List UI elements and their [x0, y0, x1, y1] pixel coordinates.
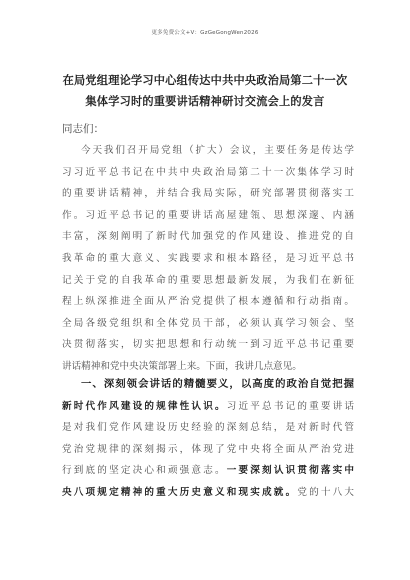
paragraph-2	[62, 374, 354, 504]
document-title-line-1: 在局党组理论学习中心组传达中共中央政治局第二十一次	[62, 73, 348, 87]
paragraph-line: 党治党规律的深刻揭示，体现了党中央将全面从严治党进	[62, 443, 354, 455]
document-title-line-2: 集体学习时的重要讲话精神研讨交流会上的发言	[85, 94, 325, 108]
header-note: 更多免费公文+V：GzGeGongWen2026	[151, 30, 259, 36]
paragraph-line	[62, 396, 354, 418]
paragraph-line: 今天我们召开局党组（扩大）会议，主要任务是传达学	[81, 145, 354, 156]
paragraph-line: 习习近平总书记在中共中央政治局第二十一次集体学习时	[62, 166, 354, 178]
paragraph-line: 程上纵深推进全面从严治党提供了根本遵循和行动指南。	[62, 296, 354, 308]
paragraph-line: 丰富，深刻阐明了新时代加强党的作风建设、推进党的自	[62, 231, 354, 243]
section-heading-line-2: 新时代作风建设的规律性认识。	[62, 400, 227, 412]
paragraph-line: 记关于党的自我革命的重要思想最新发展，为我们在新征	[62, 274, 354, 286]
paragraph-line: 是对我们党作风建设历史经验的深刻总结，是对新时代管	[62, 422, 354, 434]
paragraph-line: 全局各级党组织和全体党员干部，必须认真学习领会、坚	[62, 317, 354, 329]
paragraph-text: 党的十八大	[297, 486, 355, 498]
emphasis-text: 一要深刻认识贯彻落实中	[226, 465, 355, 477]
paragraph-line: 讲话精神和党中央决策部署上来。下面，我讲几点意见。	[62, 360, 302, 372]
paragraph-line	[62, 482, 354, 504]
paragraph-line: 作。习近平总书记的重要讲话高屋建瓴、思想深邃、内涵	[62, 209, 354, 221]
paragraph-line	[62, 460, 354, 482]
salutation: 同志们：	[62, 123, 104, 135]
paragraph-text: 行到底的坚定决心和顽强意志。	[62, 465, 227, 477]
paragraph-line: 决贯彻落实，切实把思想和行动统一到习近平总书记重要	[62, 339, 354, 351]
paragraph-line: 的重要讲话精神，并结合我局实际，研究部署贯彻落实工	[62, 188, 354, 200]
emphasis-text: 央八项规定精神的重大历史意义和现实成就。	[62, 486, 298, 498]
section-heading-line-1: 一、深刻领会讲话的精髓要义，以高度的政治自觉把握	[81, 378, 354, 390]
paragraph-line: 我革命的重大意义、实践要求和根本路径，是习近平总书	[62, 252, 354, 264]
paragraph-1	[62, 140, 354, 378]
paragraph-text: 习近平总书记的重要讲话	[226, 400, 355, 412]
